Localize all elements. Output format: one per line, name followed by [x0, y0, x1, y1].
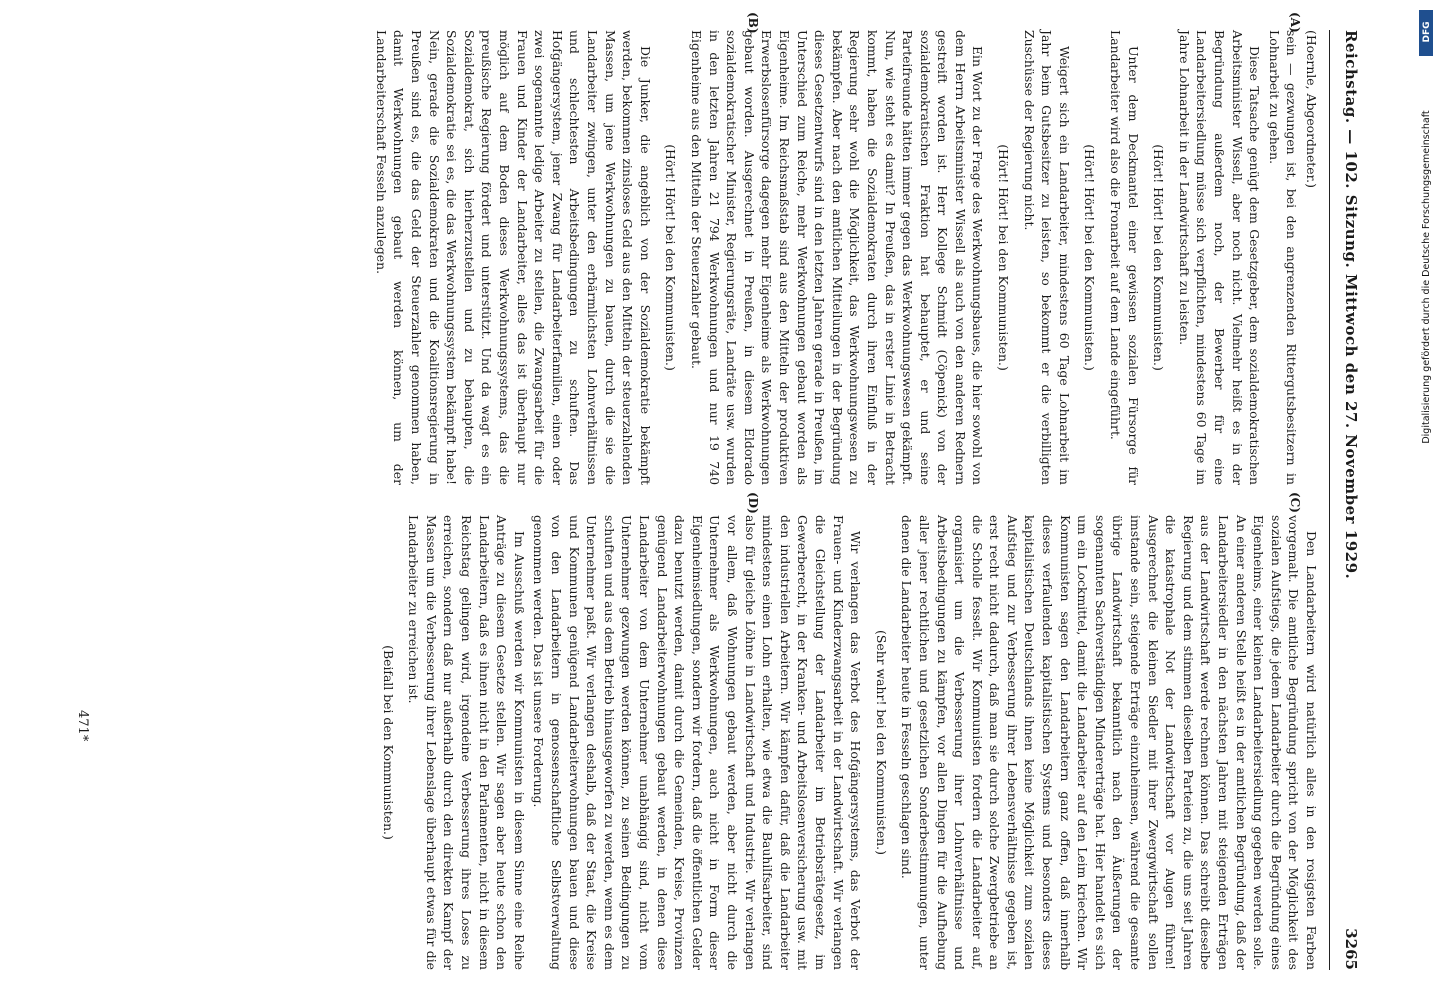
right-column — [371, 515, 1320, 970]
margin-mark-a: (A) — [1288, 12, 1302, 33]
interjection: (Hört! Hört! bei den Kommunisten.) — [663, 144, 679, 371]
interjection: (Hört! Hört! bei den Kommunisten.) — [1082, 144, 1098, 371]
logo-text: DFG — [1422, 21, 1432, 43]
digitization-sidebar — [1418, 10, 1434, 1000]
interjection: (Hört! Hört! bei den Kommunisten.) — [1151, 144, 1167, 371]
paragraph: Im Ausschuß werden wir Kommunisten in diesem Sinne eine Reihe Anträge zu diesem Gesetze stellen. Wir sagen aber heute schon den Landarbeitern, daß es ihnen nicht in den Parlamenten, nicht in diesem Reichstag gelingen wird, irgendeine Verbesserung ihres Loses zu erreichen, sondern daß nur außerhalb durch den direkten Kampf der Massen um die Verbesserung ihrer Lebenslage überhaupt etwas für die Landarbeiter zu erreichen ist. — [406, 515, 527, 970]
paragraph: Unter dem Deckmantel einer gewissen sozialen Fürsorge für Landarbeiter wird also die Fronarbeit auf dem Lande eingeführt. — [1108, 30, 1141, 485]
rotated-page — [0, 10, 1380, 990]
paragraph: Diese Tatsache genügt dem Gesetzgeber, dem sozialdemokratischen Arbeitsminister Wissell, aber noch nicht. Vielmehr heißt es in der Begründung außerdem noch, der Bewerber für eine Landarbeitersiedlung müsse sich verpflichten, mindestens 60 Tage im Jahre Lohnarbeit in der Landwirtschaft zu leisten. — [1176, 30, 1263, 485]
paragraph: Den Landarbeitern wird natürlich alles in den rosigsten Farben vorgemalt. Die amtliche Begründung spricht von der Möglichkeit des sozialen Aufstiegs, die jedem Landarbeiter durch die Begründung eines Eigenheims, einer kleinen Landarbeitersiedlung gegeben werden solle. An einer anderen Stelle heißt es in der amtlichen Begründung, daß der Landarbeitersiedler in den nächsten Jahren mit steigenden Erträgen aus der Landwirtschaft werde rechnen können. Das schreibt dieselbe Regierung und dem stimmen dieselben Parteien zu, die uns seit Jahren die katastrophale Not der Landwirtschaft vor Augen führen! Ausgerechnet die kleinen Siedler mit ihrer Zwergwirtschaft sollen imstande sein, steigende Erträge einzuheimsen, während die gesamte übrige Landwirtschaft bekanntlich nach den Äußerungen der sogenannten Sachverständigen Mindererträge hat. Hier handelt es sich um ein Lockmittel, damit die Landarbeiter auf den Leim kriechen. Wir Kommunisten sagen den Landarbeitern ganz offen, daß innerhalb dieses verfaulenden kapitalistischen Systems und besonders dieses kapitalistischen Deutschlands ihnen keine Möglichkeit zum sozialen Aufstieg und zur Verbesserung ihrer Lebensverhältnisse gegeben ist, erst recht nicht dadurch, daß man sie durch solche Zwergbetriebe an die Scholle fesselt. Wir Kommunisten fordern die Landarbeiter auf, organisiert um die Verbesserung ihrer Lohnverhältnisse und Arbeitsbedingungen zu kämpfen, vor allen Dingen für die Aufhebung aller jener rechtlichen und gesetzlichen Sonderbestimmungen, unter denen die Landarbeiter heute in Fesseln geschlagen sind. — [899, 515, 1319, 970]
paragraph: Weigert sich ein Landarbeiter, mindestens 60 Tage Lohnarbeit im Jahr beim Gutsbesitzer zu leisten, so bekommt er die verbilligten Zuschüsse der Regierung nicht. — [1021, 30, 1072, 485]
running-title: Reichstag. — 102. Sitzung. Mittwoch den 27. November 1929. — [1342, 30, 1360, 580]
margin-mark-b: (B) — [746, 12, 760, 34]
funding-credit: Digitalisierung gefördert durch die Deutsche Forschungsgemeinschaft — [1421, 110, 1432, 444]
page-header — [1330, 30, 1360, 970]
paragraph: Wir verlangen das Verbot des Hofgängersystems, das Verbot der Frauen- und Kinderzwangsarbeit in der Landwirtschaft. Wir verlangen die Gleichstellung der Landarbeiter im Betriebsrätegesetz, im Gewerberecht, in der Kranken- und Arbeitslosenversicherung usw. mit den industriellen Arbeitern. Wir kämpfen dafür, daß die Landarbeiter mindestens einen Lohn erhalten, wie etwa die Bauhilfsarbeiter, sind also für gleiche Löhne in Landwirtschaft und Industrie. Wir verlangen vor allem, daß Wohnungen gebaut werden, aber nicht durch die Unternehmer als Werkwohnungen, auch nicht in Form dieser Eigenheimsiedlungen, sondern wir fordern, daß die öffentlichen Gelder dazu benutzt werden, damit durch die Gemeinden, Kreise, Provinzen genügend Landarbeiterwohnungen gebaut werden, in denen diese Landarbeiter von dem Unternehmer unabhängig sind, nicht vom Unternehmer gezwungen werden können, zu seinen Bedingungen zu schuften und aus dem Betrieb hinausgeworfen zu werden, wenn es dem Unternehmer paßt. Wir verlangen deshalb, daß der Staat, die Kreise und Kommunen genügend Landarbeiterwohnungen bauen und diese von den Landarbeitern in genossenschaftliche Selbstverwaltung genommen werden. Das ist unsere Forderung. — [531, 515, 864, 970]
interjection: (Hört! Hört! bei den Kommunisten.) — [996, 144, 1012, 371]
speaker-line: (Hoernle, Abgeordneter.) — [1304, 30, 1319, 188]
signature-mark: 471* — [75, 710, 90, 742]
interjection: (Beifall bei den Kommunisten.) — [380, 645, 396, 840]
paragraph: Ein Wort zu der Frage des Werkwohnungsbaues, die hier sowohl von dem Herrn Arbeitsminister Wissell als auch von den anderen Rednern gestreift worden ist. Herr Kollege Schmidt (Cöpenick) von der sozialdemokratischen Fraktion hat behauptet, er und seine Parteifreunde hätten immer gegen das Werkwohnungswesen gekämpft. Nun, wie steht es damit? In Preußen, das in erster Linie in Betracht kommt, haben die Sozialdemokraten durch ihren Einfluß in der Regierung sehr wohl die Möglichkeit, das Werkwohnungswesen zu bekämpfen. Aber nach den amtlichen Mitteilungen in der Begründung dieses Gesetzentwurfs sind in den letzten Jahren gerade in Preußen, im Unterschied zum Reiche, mehr Werkwohnungen gebaut worden als Eigenheime. Im Reichsmaßstab sind aus den Mitteln der produktiven Erwerbslosenfürsorge dagegen mehr Eigenheime als Werkwohnungen gebaut worden. Ausgerechnet in Preußen, in diesem Eldorado sozialdemokratischer Minister, Regierungsräte, Landräte usw. wurden in den letzten Jahren 21 794 Werkwohnungen und nur 19 740 Eigenheime aus den Mitteln der Steuerzahler gebaut. — [689, 30, 986, 485]
page-number: 3265 — [1342, 928, 1360, 970]
margin-mark-c: (C) — [1288, 492, 1302, 513]
header-rule — [1329, 30, 1330, 970]
paragraph: Die Junker, die angeblich von der Sozialdemokratie bekämpft werden, bekommen zinsloses Geld aus den Mitteln der steuerzahlenden Massen, um jene Werkwohnungen zu bauen, durch die sie die Landarbeiter zwingen, unter den erbärmlichsten Lohnverhältnissen und schlechtesten Arbeitsbedingungen zu schuften. Das Hofgängersystem, jener Zwang für Landarbeiterfamilien, einen oder zwei sogenannte ledige Arbeiter zu stellen, die Zwangsarbeit für die Frauen und Kinder der Landarbeiter, alles das ist überhaupt nur möglich auf dem Boden dieses Werkwohnungssystems, das die preußische Regierung fördert und unterstützt. Und da wagt es ein Sozialdemokrat, sich hierherzustellen und zu behaupten, die Sozialdemokratie sei es, die das Werkwohnungssystem bekämpft habe! Nein, gerade die Sozialdemokraten und die Koalitionsregierung in Preußen sind es, die das Geld der Steuerzahler genommen haben, damit Werkwohnungen gebaut werden können, um der Landarbeiterschaft Fesseln anzulegen. — [373, 30, 653, 485]
left-column — [370, 30, 1320, 485]
paragraph: sein — gezwungen ist, bei den angrenzenden Rittergutsbesitzern in Lohnarbeit zu gehen. — [1266, 30, 1300, 485]
margin-mark-d: (D) — [746, 492, 760, 514]
interjection: (Sehr wahr! bei den Kommunisten.) — [873, 630, 889, 855]
